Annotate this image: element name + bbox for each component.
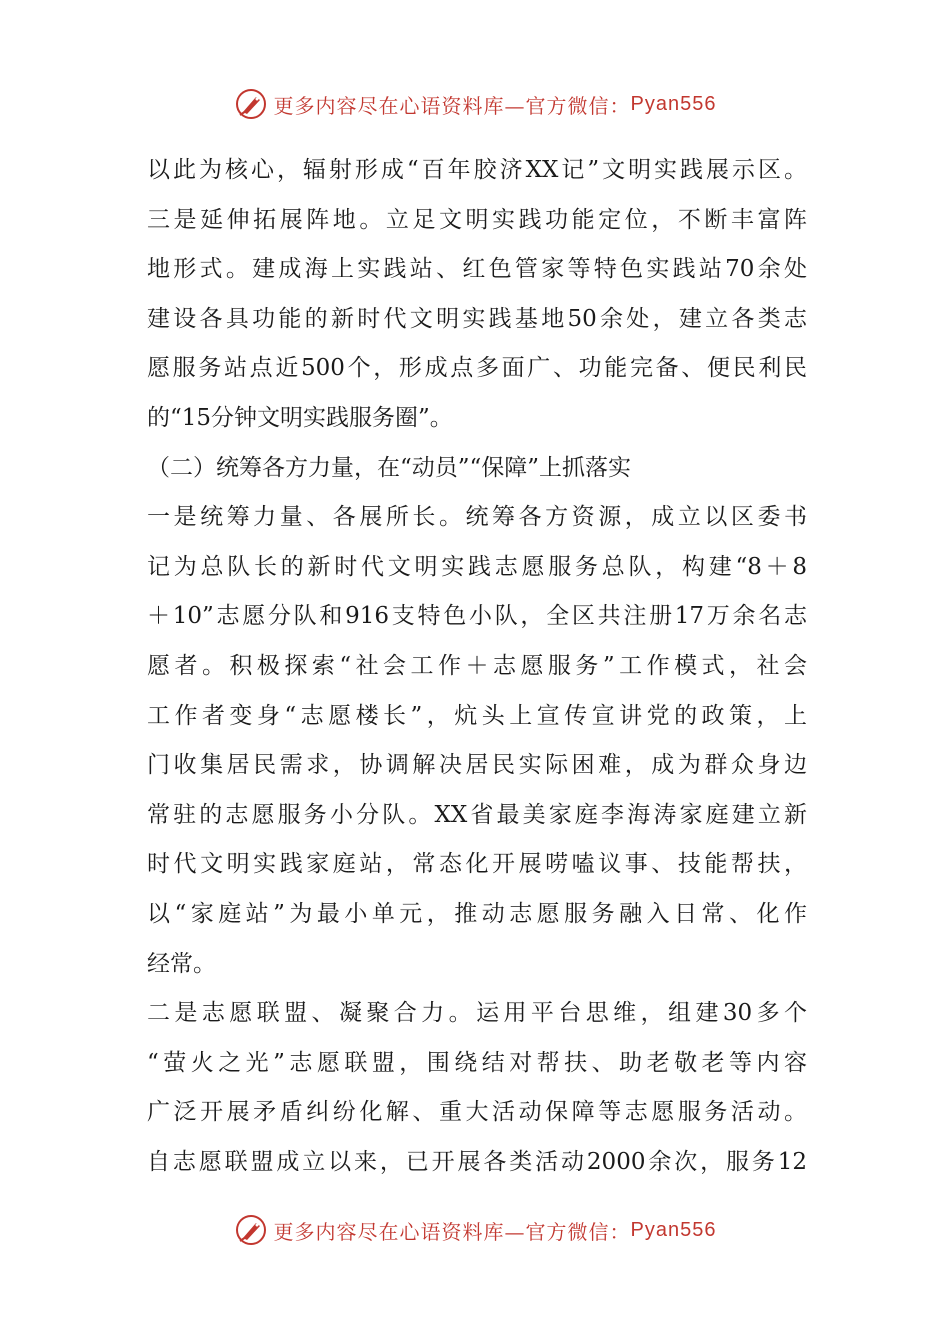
text-line: 建设各具功能的新时代文明实践基地50余处，建立各类志 <box>147 305 807 332</box>
document-body <box>147 146 807 1187</box>
text-line: 经常。 <box>147 950 216 977</box>
text-line: 门收集居民需求，协调解决居民实际困难，成为群众身边 <box>147 752 807 779</box>
text-line: 工作者变身“志愿楼长”，炕头上宣传宣讲党的政策，上 <box>147 702 807 729</box>
text-line: 愿者。积极探索“社会工作＋志愿服务”工作模式，社会 <box>147 652 807 679</box>
pen-nib-icon <box>234 87 268 121</box>
watermark-wechat-id: Pyan556 <box>630 1218 717 1241</box>
watermark-wechat-id: Pyan556 <box>630 92 717 115</box>
watermark-text: 更多内容尽在心语资料库—官方微信： <box>273 93 631 118</box>
text-line: 地形式。建成海上实践站、红色管家等特色实践站70余处 <box>147 256 807 283</box>
text-line: 以此为核心，辐射形成“百年胶济XX记”文明实践展示区。 <box>147 157 807 183</box>
footer-watermark <box>0 1210 950 1250</box>
text-line: 一是统筹力量、各展所长。统筹各方资源，成立以区委书 <box>147 504 807 531</box>
text-line: 广泛开展矛盾纠纷化解、重大活动保障等志愿服务活动。 <box>147 1099 807 1126</box>
text-line: 记为总队长的新时代文明实践志愿服务总队，构建“8＋8 <box>147 553 807 580</box>
text-line: ＋10”志愿分队和916支特色小队，全区共注册17万余名志 <box>147 603 807 630</box>
text-line: “萤火之光”志愿联盟，围绕结对帮扶、助老敬老等内容 <box>147 1049 807 1076</box>
text-line: 以“家庭站”为最小单元，推动志愿服务融入日常、化作 <box>147 900 807 927</box>
text-line: 时代文明实践家庭站，常态化开展唠嗑议事、技能帮扶， <box>147 851 807 878</box>
text-line: 自志愿联盟成立以来，已开展各类活动2000余次，服务12 <box>147 1148 807 1175</box>
text-line: （二）统筹各方力量，在“动员”“保障”上抓落实 <box>147 454 632 481</box>
text-line: 三是延伸拓展阵地。立足文明实践功能定位，不断丰富阵 <box>147 206 807 233</box>
text-line: 的“15分钟文明实践服务圈”。 <box>147 404 453 431</box>
text-line: 二是志愿联盟、凝聚合力。运用平台思维，组建30多个 <box>147 1000 807 1027</box>
watermark-text: 更多内容尽在心语资料库—官方微信： <box>273 1219 631 1244</box>
header-watermark <box>0 84 950 124</box>
text-line: 常驻的志愿服务小分队。XX省最美家庭李海涛家庭建立新 <box>147 801 807 828</box>
pen-nib-icon <box>234 1213 268 1247</box>
text-line: 愿服务站点近500个，形成点多面广、功能完备、便民利民 <box>147 355 807 382</box>
